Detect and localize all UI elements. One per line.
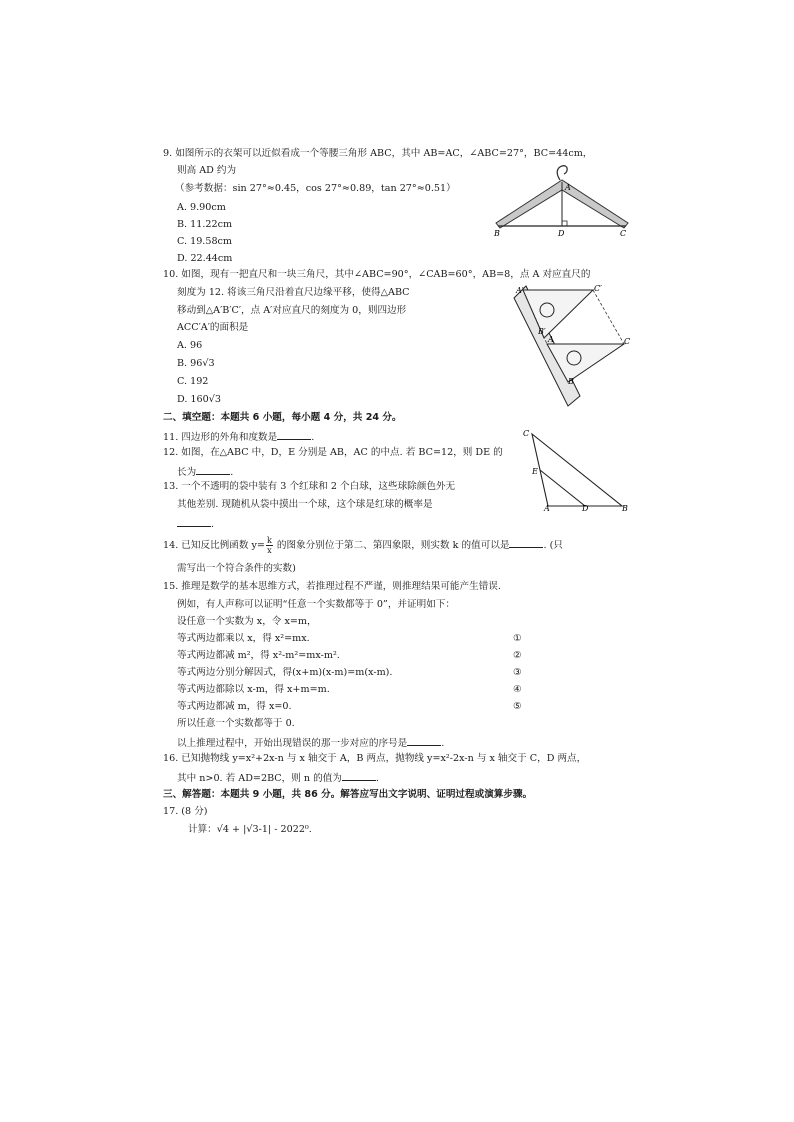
q10-label-c-prime: C′ xyxy=(594,284,602,293)
q9-option-d: D. 22.44cm xyxy=(177,253,233,264)
q10-label-a: A xyxy=(548,335,554,344)
q15-step-4: 等式两边都除以 x-m，得 x+m=m. xyxy=(177,684,330,695)
q10-option-a: A. 96 xyxy=(177,340,203,351)
q9-label-a: A xyxy=(565,183,571,192)
q15-question xyxy=(177,737,444,749)
q10-stem-line3: 移动到△A′B′C′，点 A′对应直尺的刻度为 0，则四边形 xyxy=(177,305,407,316)
q12-label-b: B xyxy=(622,504,628,512)
q12-label-d: D xyxy=(582,504,589,512)
q10-label-b: B xyxy=(568,377,574,386)
q15-conclusion: 所以任意一个实数都等于 0. xyxy=(177,718,295,729)
q11-answer-blank[interactable] xyxy=(277,431,311,440)
q15-step-1: 等式两边都乘以 x，得 x²=mx. xyxy=(177,633,310,644)
q14-line1 xyxy=(163,536,563,555)
q13-line3 xyxy=(177,518,214,530)
q10-label-a-prime: A′ xyxy=(516,286,524,295)
q16-line1: 16. 已知抛物线 y=x²+2x-n 与 x 轴交于 A，B 两点，抛物线 y=x²-2x-n 与 x 轴交于 C，D 两点， xyxy=(163,753,587,764)
q13-end: . xyxy=(211,519,215,530)
q9-option-a: A. 9.90cm xyxy=(177,202,226,213)
q13-line2: 其他差别. 现随机从袋中摸出一个球，这个球是红球的概率是 xyxy=(177,499,433,510)
q10-label-c: C xyxy=(624,337,631,346)
q15-step-2: 等式两边都减 m²，得 x²-m²=mx-m². xyxy=(177,650,340,661)
section-fill-in-heading: 二、填空题：本题共 6 小题，每小题 4 分，共 24 分。 xyxy=(163,412,402,423)
q12-label-a: A xyxy=(544,504,550,512)
q15-answer-blank[interactable] xyxy=(407,737,441,746)
q14-answer-blank[interactable] xyxy=(509,539,543,548)
q11-end: . xyxy=(311,432,315,443)
q15-step-5: 等式两边都减 m，得 x=0. xyxy=(177,701,292,712)
q12-line1: 12. 如图，在△ABC 中，D，E 分别是 AB，AC 的中点. 若 BC=12，则 DE 的 xyxy=(163,447,503,458)
q9-option-c: C. 19.58cm xyxy=(177,236,233,247)
q11-text: 11. 四边形的外角和度数是 xyxy=(163,432,278,443)
q9-option-b: B. 11.22cm xyxy=(177,219,233,230)
q12-end: . xyxy=(230,467,234,478)
q14-pre: 14. 已知反比例函数 y= xyxy=(163,540,265,551)
q9-label-b: B xyxy=(494,229,500,238)
q12-label-e: E xyxy=(532,467,538,476)
q14-frac-num: k xyxy=(266,536,272,545)
q15-question-end: . xyxy=(441,738,445,749)
q17-calculation: 计算：√4 + |√3-1| - 2022⁰. xyxy=(188,824,312,835)
q15-step-2-mark: ② xyxy=(513,650,522,661)
q16-line2-text: 其中 n>0. 若 AD=2BC，则 n 的值为 xyxy=(177,773,342,784)
q10-stem-line4: ACC′A′的面积是 xyxy=(177,322,249,333)
q16-answer-blank[interactable] xyxy=(342,772,376,781)
q10-stem-line1: 10. 如图，现有一把直尺和一块三角尺，其中∠ABC=90°，∠CAB=60°，AB=8，点 A 对应直尺的 xyxy=(163,269,591,280)
q10-stem-line2: 刻度为 12. 将该三角尺沿着直尺边缘平移，使得△ABC xyxy=(177,287,410,298)
q12-line2-text: 长为 xyxy=(177,467,197,478)
q15-step-3-mark: ③ xyxy=(513,667,522,678)
q15-step-3: 等式两边分别分解因式，得(x+m)(x-m)=m(x-m). xyxy=(177,667,393,678)
q15-step-1-mark: ① xyxy=(513,633,522,644)
q14-line2: 需写出一个符合条件的实数) xyxy=(177,563,296,574)
q12-label-c: C xyxy=(523,429,530,438)
q13-line1: 13. 一个不透明的袋中装有 3 个红球和 2 个白球，这些球除颜色外无 xyxy=(163,481,456,492)
q10-ruler-triangle-figure xyxy=(508,282,636,408)
q10-label-b-prime: B′ xyxy=(538,327,546,336)
q14-frac-den: x xyxy=(267,546,272,555)
q16-line2 xyxy=(177,772,379,784)
q9-hanger-figure xyxy=(492,160,632,238)
q14-post: 的图象分别位于第二、第四象限，则实数 k 的值可以是 xyxy=(273,540,510,551)
q11-question xyxy=(163,431,314,443)
q10-option-d: D. 160√3 xyxy=(177,394,221,405)
q13-answer-blank[interactable] xyxy=(177,518,211,527)
q9-label-c: C xyxy=(620,229,627,238)
q12-answer-blank[interactable] xyxy=(196,466,230,475)
q10-option-c: C. 192 xyxy=(177,376,209,387)
q14-post-end: . (只 xyxy=(543,540,563,551)
section-solution-heading: 三、解答题：本题共 9 小题，共 86 分。解答应写出文字说明、证明过程或演算步骤。 xyxy=(163,789,533,800)
q15-step-5-mark: ⑤ xyxy=(513,701,522,712)
q15-line3: 设任意一个实数为 x，令 x=m， xyxy=(177,616,317,627)
q14-fraction xyxy=(266,536,273,555)
q15-line2: 例如，有人声称可以证明“任意一个实数都等于 0”，并证明如下： xyxy=(177,599,455,610)
q9-stem-line1: 9. 如图所示的衣架可以近似看成一个等腰三角形 ABC，其中 AB=AC，∠ABC=27°，BC=44cm， xyxy=(163,148,593,159)
q12-triangle-figure xyxy=(518,428,634,512)
q9-stem-line2: 则高 AD 约为 xyxy=(177,165,237,176)
q15-step-4-mark: ④ xyxy=(513,684,522,695)
q12-line2 xyxy=(177,466,233,478)
q16-end: . xyxy=(375,773,379,784)
q15-line1: 15. 推理是数学的基本思维方式，若推理过程不严谨，则推理结果可能产生错误. xyxy=(163,581,501,592)
q15-question-text: 以上推理过程中，开始出现错误的那一步对应的序号是 xyxy=(177,738,408,749)
q10-option-b: B. 96√3 xyxy=(177,358,215,369)
q9-reference-data: （参考数据：sin 27°≈0.45，cos 27°≈0.89，tan 27°≈0.51） xyxy=(175,183,456,194)
q9-label-d: D xyxy=(558,229,565,238)
q17-header: 17. (8 分) xyxy=(163,806,208,817)
